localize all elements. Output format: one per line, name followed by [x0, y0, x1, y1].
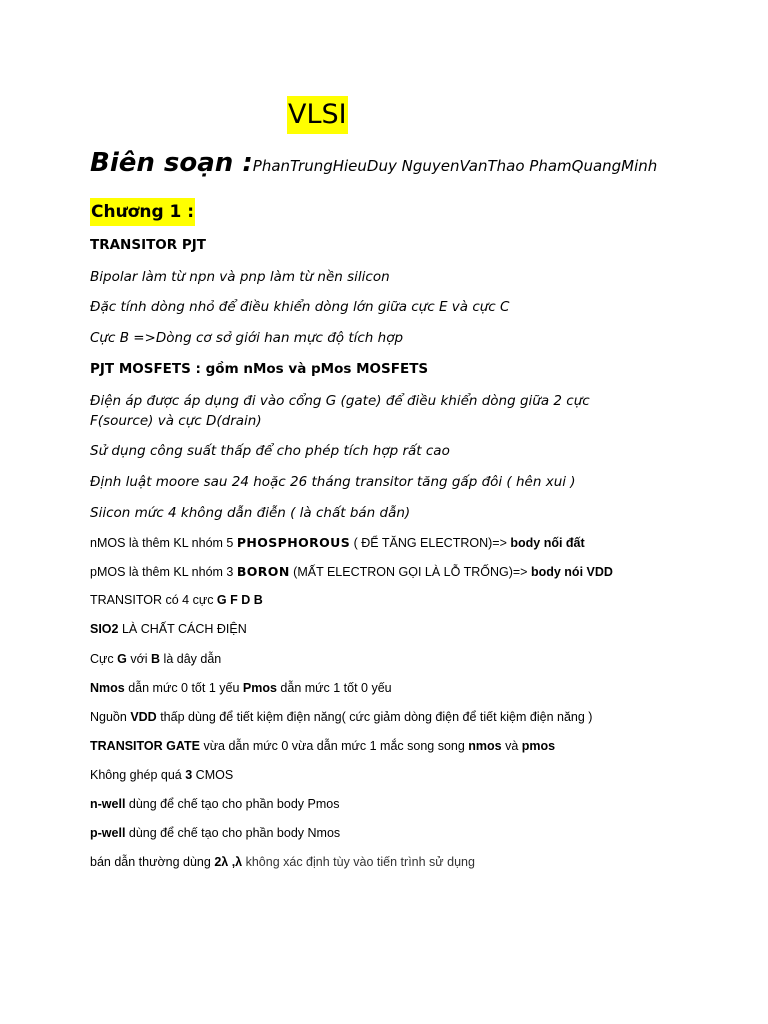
- text-part: dùng để chế tạo cho phần body Pmos: [125, 797, 340, 811]
- line-sio2: [90, 622, 247, 636]
- bold-term: body nói VDD: [530, 565, 613, 579]
- line-p-well: [90, 826, 340, 840]
- bold-term: p-well: [90, 826, 126, 840]
- boron-term: BORON: [236, 564, 290, 579]
- text-part: dùng để chế tạo cho phần body Nmos: [125, 826, 341, 840]
- line-n-well: [90, 797, 339, 811]
- author-names: PhanTrungHieuDuy NguyenVanThao PhamQuangMinh: [252, 157, 658, 175]
- bold-term: 2λ ,λ: [214, 855, 243, 869]
- bold-term: nmos: [468, 739, 502, 753]
- line-cmos: [90, 768, 233, 782]
- line-pmos-doping: [90, 564, 613, 579]
- heading-pjt-mosfets: PJT MOSFETS : gồm nMos và pMos MOSFETS: [90, 361, 429, 377]
- paragraph-dien-ap: Điện áp được áp dụng đi vào cổng G (gate) để điều khiển dòng giữa 2 cực F(source) và cực D(drain): [90, 393, 590, 429]
- text-part: dẫn mức 0 tốt 1 yếu: [124, 681, 243, 695]
- bold-term: pmos: [521, 739, 556, 753]
- bold-term: SIO2: [90, 622, 119, 636]
- text-part: bán dẫn thường dùng: [90, 855, 215, 869]
- paragraph-silicon: Siicon mức 4 không dẫn điễn ( là chất bán dẫn): [90, 505, 411, 521]
- text-part: là dây dẫn: [160, 652, 222, 666]
- line-lambda: [90, 855, 475, 869]
- text-part: ( ĐỂ TĂNG ELECTRON)=>: [350, 536, 511, 550]
- line-nmos-doping: [90, 535, 585, 550]
- line-transitor-gate: [90, 739, 555, 753]
- heading-transitor-pjt: TRANSITOR PJT: [90, 237, 207, 253]
- phosphorous-term: PHOSPHOROUS: [236, 535, 351, 550]
- bold-term: Nmos: [90, 681, 125, 695]
- text-part: thấp dùng để tiết kiệm điện năng( cức giảm dòng điện để tiết kiệm điện năng ): [156, 710, 593, 724]
- paragraph-cong-suat: Sử dụng công suất thấp để cho phép tích hợp rất cao: [90, 443, 450, 459]
- bold-term: VDD: [130, 710, 157, 724]
- text-part: (MẤT ELECTRON GỌI LÀ LỖ TRỐNG)=>: [289, 565, 531, 579]
- text-part: không xác định tùy vào tiến trình sử dụng: [242, 855, 475, 869]
- paragraph-bipolar: Bipolar làm từ npn và pnp làm từ nền silicon: [90, 269, 390, 285]
- text-part: vừa dẫn mức 0 vừa dẫn mức 1 mắc song song: [199, 739, 469, 753]
- author-line: [90, 148, 657, 178]
- text-part: TRANSITOR có 4 cực: [90, 593, 217, 607]
- chapter-heading: Chương 1 :: [90, 198, 195, 226]
- paragraph-moore: Định luật moore sau 24 hoặc 26 tháng transitor tăng gấp đôi ( hên xui ): [90, 474, 576, 490]
- paragraph-dac-tinh: Đặc tính dòng nhỏ để điều khiển dòng lớn giữa cực E và cực C: [90, 299, 510, 315]
- bold-term: G: [117, 652, 127, 666]
- text-part: Không ghép quá: [90, 768, 186, 782]
- text-part: và: [501, 739, 522, 753]
- bold-term: TRANSITOR GATE: [90, 739, 200, 753]
- line-nmos-pmos-levels: [90, 681, 392, 695]
- text-part: dẫn mức 1 tốt 0 yếu: [276, 681, 392, 695]
- line-transitor-4-cuc: [90, 593, 263, 607]
- text-part: với: [126, 652, 152, 666]
- bold-term: 3: [185, 768, 193, 782]
- text-part: nMOS là thêm KL nhóm 5: [90, 536, 237, 550]
- bold-term: n-well: [90, 797, 126, 811]
- text-part: Nguồn: [90, 710, 131, 724]
- line-vdd: [90, 710, 592, 724]
- text-part: Cực: [90, 652, 118, 666]
- text-part: CMOS: [192, 768, 234, 782]
- text-part: LÀ CHẤT CÁCH ĐIỆN: [118, 622, 247, 636]
- bold-term: body nối đất: [510, 536, 585, 550]
- author-label: Biên soạn :: [90, 148, 253, 178]
- document-title: VLSI: [287, 96, 348, 134]
- paragraph-cuc-b: Cực B =>Dòng cơ sở giới han mực độ tích hợp: [90, 330, 404, 346]
- bold-term: G F D B: [216, 593, 263, 607]
- text-part: pMOS là thêm KL nhóm 3: [90, 565, 237, 579]
- bold-term: B: [151, 652, 161, 666]
- bold-term: Pmos: [242, 681, 277, 695]
- line-cuc-g: [90, 652, 221, 666]
